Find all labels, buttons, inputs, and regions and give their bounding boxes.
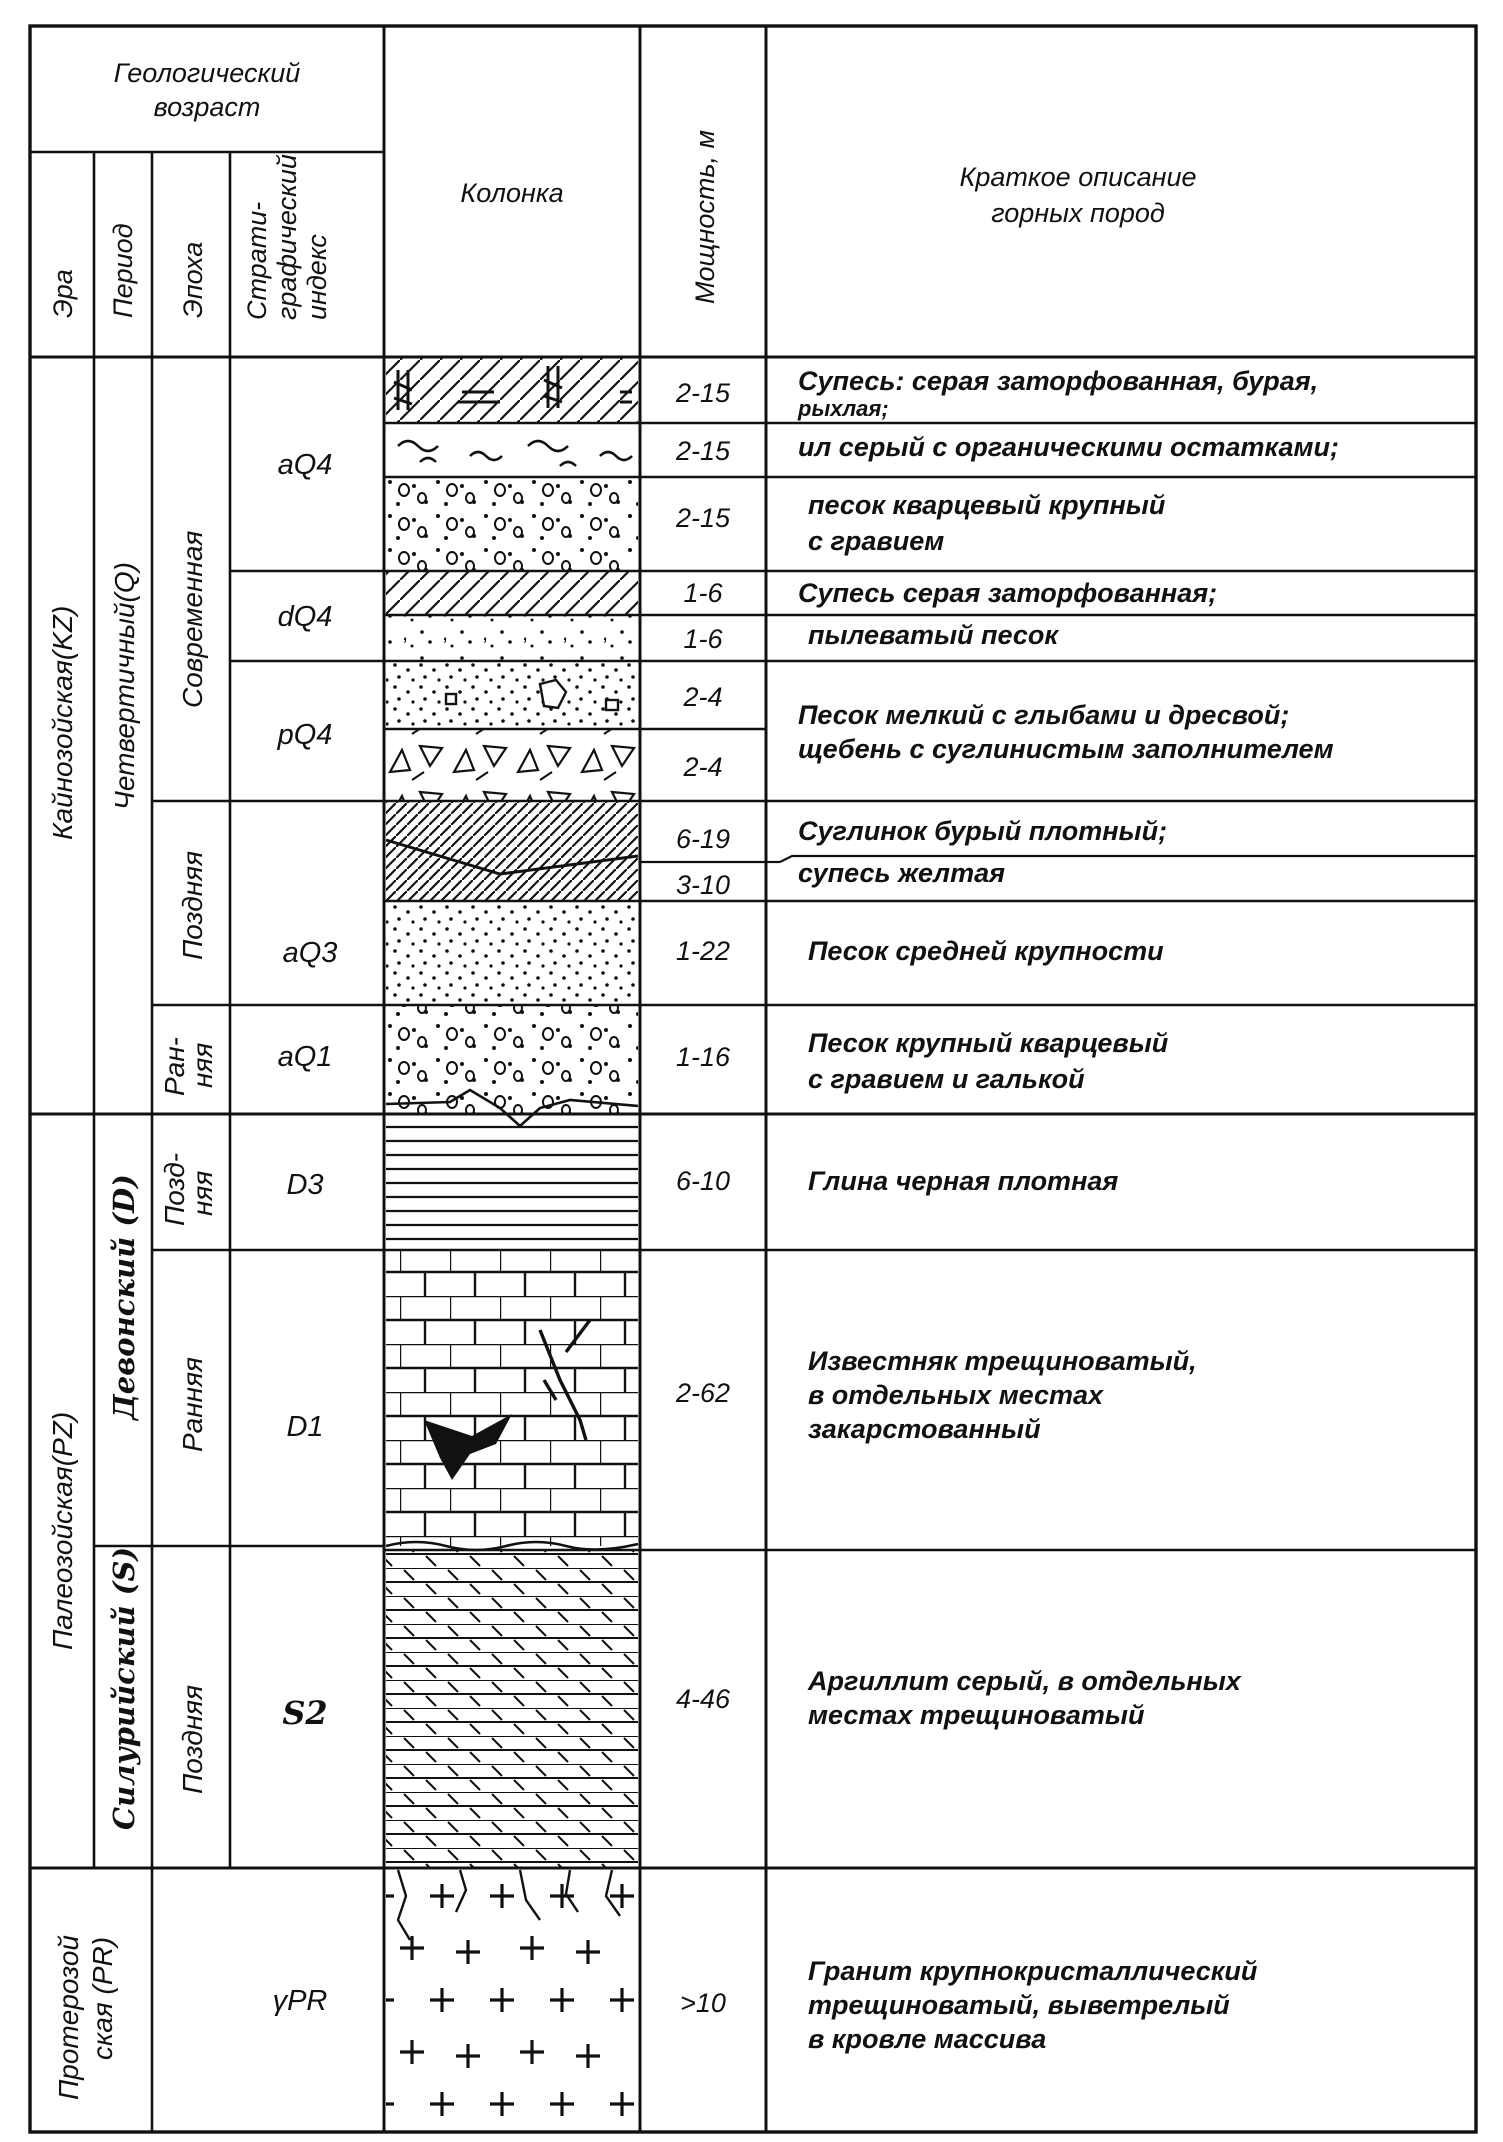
index-ypr: γPR (272, 1985, 328, 2017)
thickness-11: 1-16 (675, 1042, 731, 1072)
index-aq4: aQ4 (277, 449, 333, 481)
desc-11a: Песок крупный кварцевый (808, 1028, 1169, 1058)
thickness-5: 1-6 (683, 624, 723, 654)
layer-granite (386, 1868, 638, 2132)
period-label-s: Силурийский (S) (107, 1546, 141, 1830)
layer-sandy-loam-peat-2 (386, 571, 638, 615)
desc-14b: местах трещиноватый (808, 1700, 1145, 1730)
desc-1b: рыхлая; (798, 396, 889, 421)
epoch-label-late-q: Поздняя (177, 850, 208, 960)
era-label-pz: Палеозойская(PZ) (47, 1411, 78, 1650)
header-column: Колонка (460, 178, 564, 208)
period-label-d: Девонский (D) (107, 1174, 141, 1420)
table-grid (30, 26, 1476, 2132)
era-label-pr-line1: Протерозой (53, 1934, 84, 2100)
desc-3a: песок кварцевый крупный (808, 490, 1166, 520)
desc-9: супесь желтая (798, 858, 1006, 888)
epoch-label-early-q-line1: Ран- (159, 1037, 190, 1096)
thickness-13: 2-62 (675, 1378, 731, 1408)
layer-sand-medium (386, 901, 638, 1005)
thickness-9: 3-10 (675, 870, 731, 900)
desc-13b: в отдельных местах (808, 1380, 1104, 1410)
index-s2: S2 (282, 1694, 328, 1732)
desc-13c: закарстованный (808, 1414, 1041, 1444)
desc-11b: с гравием и галькой (808, 1064, 1085, 1094)
epoch-label-early-q-line2: няя (187, 1042, 218, 1088)
thickness-14: 4-46 (675, 1684, 731, 1714)
strat-indices (273, 449, 338, 2017)
layer-silty-sand (386, 615, 638, 661)
header-strat-line1: Страти- (242, 201, 272, 320)
header-desc-line2: горных пород (991, 198, 1165, 228)
desc-15b: трещиноватый, выветрелый (808, 1990, 1230, 2020)
epoch-label-modern: Современная (177, 530, 208, 708)
index-d3: D3 (286, 1169, 324, 1201)
epoch-label-late-d-line2: няя (187, 1170, 218, 1216)
index-d1: D1 (286, 1411, 324, 1443)
epoch-label-late-s: Поздняя (177, 1684, 208, 1794)
layer-rubble-loam (386, 729, 638, 801)
age-labels (47, 531, 218, 2100)
layer-fine-sand-blocks (386, 661, 638, 729)
layer-argillite (386, 1550, 638, 1868)
thickness-8: 6-19 (675, 824, 731, 854)
desc-8: Суглинок бурый плотный; (798, 816, 1168, 846)
thickness-6: 2-4 (683, 682, 723, 712)
thickness-10: 1-22 (675, 936, 731, 966)
layer-sand-coarse-pebble (386, 1005, 638, 1113)
table-header (48, 58, 1197, 320)
desc-15c: в кровле массива (808, 2024, 1047, 2054)
index-dq4: dQ4 (277, 601, 333, 633)
desc-3b: с гравием (808, 526, 945, 556)
layer-clay-black (386, 1114, 638, 1250)
index-pq4: pQ4 (277, 719, 333, 751)
index-aq3: aQ3 (282, 937, 338, 969)
header-geo-age-line2: возраст (153, 92, 261, 122)
era-label-kz: Кайнозойская(KZ) (47, 605, 78, 840)
header-geo-age-line1: Геологический (113, 58, 301, 88)
desc-12: Глина черная плотная (808, 1166, 1119, 1196)
thickness-15: >10 (680, 1988, 726, 2018)
header-period: Период (108, 223, 138, 318)
epoch-label-early-d: Ранняя (177, 1357, 208, 1452)
header-strat-line3: индекс (302, 234, 332, 320)
rock-descriptions (797, 366, 1339, 2054)
thickness-4: 1-6 (683, 578, 723, 608)
header-strat-line2: графический (272, 154, 302, 320)
thickness-3: 2-15 (675, 503, 731, 533)
desc-2: ил серый с органическими остатками; (798, 432, 1340, 462)
thickness-7: 2-4 (683, 752, 723, 782)
header-thickness: Мощность, м (690, 129, 720, 304)
desc-1a: Супесь: серая заторфованная, бурая, (798, 366, 1319, 396)
desc-4: Супесь серая заторфованная; (798, 578, 1218, 608)
header-desc-line1: Краткое описание (959, 162, 1197, 192)
index-aq1: aQ1 (277, 1041, 333, 1073)
desc-7: щебень с суглинистым заполнителем (798, 734, 1334, 764)
thickness-2: 2-15 (675, 436, 731, 466)
desc-15a: Гранит крупнокристаллический (808, 1956, 1258, 1986)
layer-sand-gravel-quartz (386, 477, 638, 571)
desc-10: Песок средней крупности (808, 936, 1164, 966)
header-era: Эра (48, 269, 78, 318)
thickness-12: 6-10 (675, 1166, 731, 1196)
era-label-pr-line2: ская (PR) (87, 1936, 118, 2060)
header-epoch: Эпоха (178, 241, 208, 318)
epoch-label-late-d-line1: Позд- (159, 1152, 190, 1226)
layer-limestone (386, 1250, 638, 1546)
thickness-values (675, 378, 731, 2018)
rock-column (386, 357, 638, 2132)
desc-6: Песок мелкий с глыбами и дресвой; (798, 700, 1290, 730)
period-label-q: Четвертичный(Q) (109, 562, 140, 810)
desc-5: пылеватый песок (808, 620, 1059, 650)
desc-14a: Аргиллит серый, в отдельных (808, 1666, 1241, 1696)
thickness-1: 2-15 (675, 378, 731, 408)
desc-13a: Известняк трещиноватый, (808, 1346, 1197, 1376)
layer-sandy-loam-peat (386, 357, 638, 423)
